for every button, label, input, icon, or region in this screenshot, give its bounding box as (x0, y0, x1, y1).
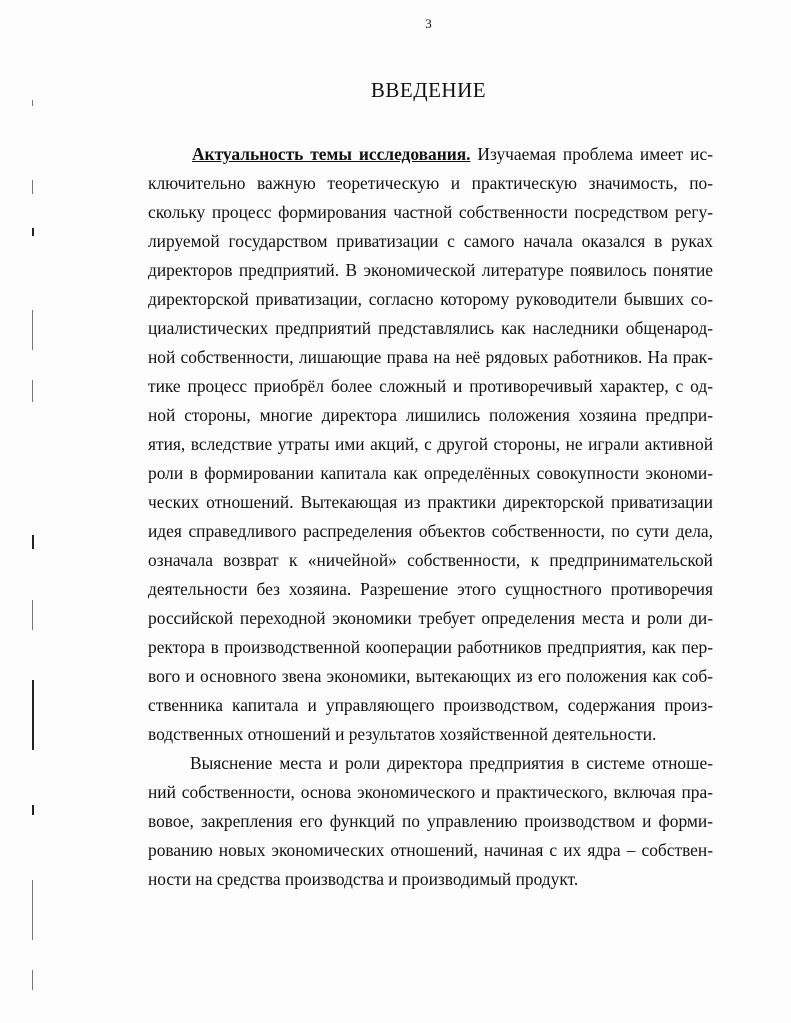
text-line: означала возврат к «ничейной» собственности, к предпринимательской (148, 550, 713, 570)
scan-mark (32, 228, 34, 236)
text-line: ятия, вследствие утраты ими акций, с другой стороны, не играли активной (148, 434, 713, 454)
text-line: водственных отношений и результатов хозяйственной деятельности. (148, 724, 657, 744)
page-title: ВВЕДЕНИЕ (370, 78, 487, 102)
text-line: ректора в производственной кооперации работников предприятия, как пер- (148, 637, 713, 657)
scan-mark (32, 380, 33, 402)
text-line: идея справедливого распределения объектов собственности, по сути дела, (148, 521, 713, 541)
text-line: тике процесс приобрёл более сложный и противоречивый характер, с од- (148, 376, 713, 396)
text-line: деятельности без хозяина. Разрешение этого сущностного противоречия (148, 579, 713, 599)
text-line: роли в формировании капитала как определённых совокупности экономи- (148, 463, 713, 483)
text-line: циалистических предприятий представлялись как наследники общенарод- (148, 318, 713, 338)
text-line: вовое, закрепления его функций по управлению производством и форми- (148, 811, 713, 831)
scan-mark (32, 680, 34, 750)
text-fragment: Изучаемая проблема имеет ис- (470, 144, 713, 164)
text-line (148, 140, 713, 169)
paragraph-lead: Актуальность темы исследования. (192, 144, 471, 164)
page-number: 3 (425, 16, 432, 31)
paragraph-2 (148, 749, 713, 894)
scan-mark (32, 970, 33, 990)
scan-mark (32, 880, 33, 940)
scan-mark (32, 180, 33, 194)
text-line: директоров предприятий. В экономической литературе появилось понятие (148, 260, 713, 280)
scan-mark (32, 600, 33, 630)
text-line: Выяснение места и роли директора предприятия в системе отноше- (190, 753, 713, 773)
text-line: лируемой государством приватизации с самого начала оказался в руках (148, 231, 713, 251)
scan-mark (32, 805, 34, 815)
paragraph-1 (148, 140, 713, 749)
scan-mark (32, 100, 33, 106)
text-line: ной стороны, многие директора лишились положения хозяина предпри- (148, 405, 713, 425)
text-line: ний собственности, основа экономического и практического, включая пра- (148, 782, 713, 802)
body-text (148, 140, 713, 894)
text-line: ческих отношений. Вытекающая из практики директорской приватизации (148, 492, 713, 512)
scan-margin-marks (28, 80, 38, 1020)
scan-mark (32, 310, 33, 350)
text-line: ключительно важную теоретическую и практическую значимость, по- (148, 173, 713, 193)
scan-mark (32, 535, 34, 549)
text-line: директорской приватизации, согласно которому руководители бывших со- (148, 289, 713, 309)
text-line: ности на средства производства и производимый продукт. (148, 869, 579, 889)
text-line: рованию новых экономических отношений, начиная с их ядра – собствен- (148, 840, 713, 860)
text-line: вого и основного звена экономики, вытекающих из его положения как соб- (148, 666, 713, 686)
text-line: российской переходной экономики требует определения места и роли ди- (148, 608, 713, 628)
text-line: ной собственности, лишающие права на неё рядовых работников. На прак- (148, 347, 713, 367)
text-line: скольку процесс формирования частной собственности посредством регу- (148, 202, 713, 222)
text-line: ственника капитала и управляющего производством, содержания произ- (148, 695, 713, 715)
